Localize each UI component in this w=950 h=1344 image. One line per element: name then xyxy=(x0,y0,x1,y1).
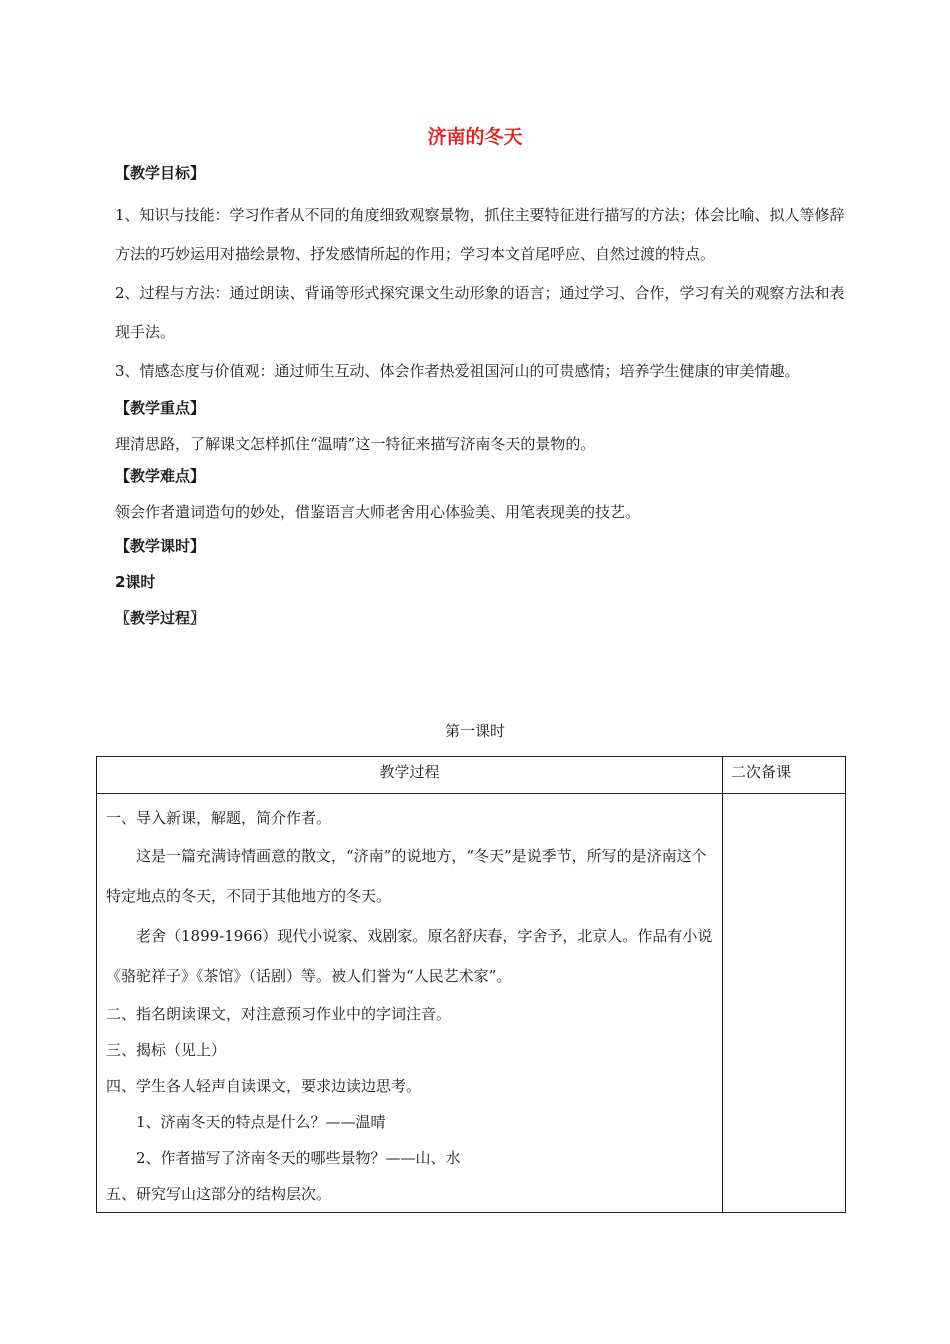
process-cell xyxy=(97,794,723,1213)
goal-paragraph-3: 3、情感态度与价值观：通过师生互动、体会作者热爱祖国河山的可贵感情；培养学生健康的审美情趣。 xyxy=(115,362,800,380)
hours-text: 2课时 xyxy=(115,573,156,591)
goal-paragraph-2: 2、过程与方法：通过朗读、背诵等形式探究课文生动形象的语言；通过学习、合作，学习有关的观察方法和表现手法。 xyxy=(115,284,845,341)
step-line: 三、揭标（见上） xyxy=(106,1041,227,1059)
difficulty-heading: 【教学难点】 xyxy=(115,467,206,485)
step-line: 五、研究写山这部分的结构层次。 xyxy=(106,1185,332,1203)
difficulty-text: 领会作者遣词造句的妙处，借鉴语言大师老舍用心体验美、用笔表现美的技艺。 xyxy=(115,503,641,521)
hours-heading: 【教学课时】 xyxy=(115,537,206,555)
column-header-process: 教学过程 xyxy=(97,757,723,794)
table-row xyxy=(97,794,846,1213)
key-points-text: 理清思路，了解课文怎样抓住“温晴”这一特征来描写济南冬天的景物的。 xyxy=(115,435,596,453)
page-title: 济南的冬天 xyxy=(427,126,523,148)
table-header-row xyxy=(97,757,846,794)
step-line: 2、作者描写了济南冬天的哪些景物？——山、水 xyxy=(136,1149,461,1167)
lesson-table xyxy=(96,756,846,1213)
step-paragraph: 老舍（1899-1966）现代小说家、戏剧家。原名舒庆春，字舍予，北京人。作品有小说《骆驼祥子》《茶馆》（话剧）等。被人们誉为“人民艺术家”。 xyxy=(106,927,713,985)
step-line: 1、济南冬天的特点是什么？——温晴 xyxy=(136,1113,386,1131)
process-heading: 〖教学过程〗 xyxy=(115,609,206,627)
goals-heading: 【教学目标】 xyxy=(115,164,206,182)
document-body xyxy=(115,160,845,641)
step-line: 二、指名朗读课文，对注意预习作业中的字词注音。 xyxy=(106,1005,452,1023)
column-header-notes: 二次备课 xyxy=(723,757,846,794)
step-line: 一、导入新课，解题，简介作者。 xyxy=(106,809,332,827)
goal-paragraph-1: 1、知识与技能：学习作者从不同的角度细致观察景物，抓住主要特征进行描写的方法；体会比喻、拟人等修辞方法的巧妙运用对描绘景物、抒发感情所起的作用；学习本文首尾呼应、自然过渡的特点。 xyxy=(115,206,845,263)
step-paragraph: 这是一篇充满诗情画意的散文，“济南”的说地方，“冬天”是说季节，所写的是济南这个特定地点的冬天，不同于其他地方的冬天。 xyxy=(106,847,707,905)
key-points-heading: 【教学重点】 xyxy=(115,399,206,417)
notes-cell xyxy=(723,794,846,1213)
step-line: 四、学生各人轻声自读课文，要求边读边思考。 xyxy=(106,1077,422,1095)
lesson-caption: 第一课时 xyxy=(444,722,505,740)
